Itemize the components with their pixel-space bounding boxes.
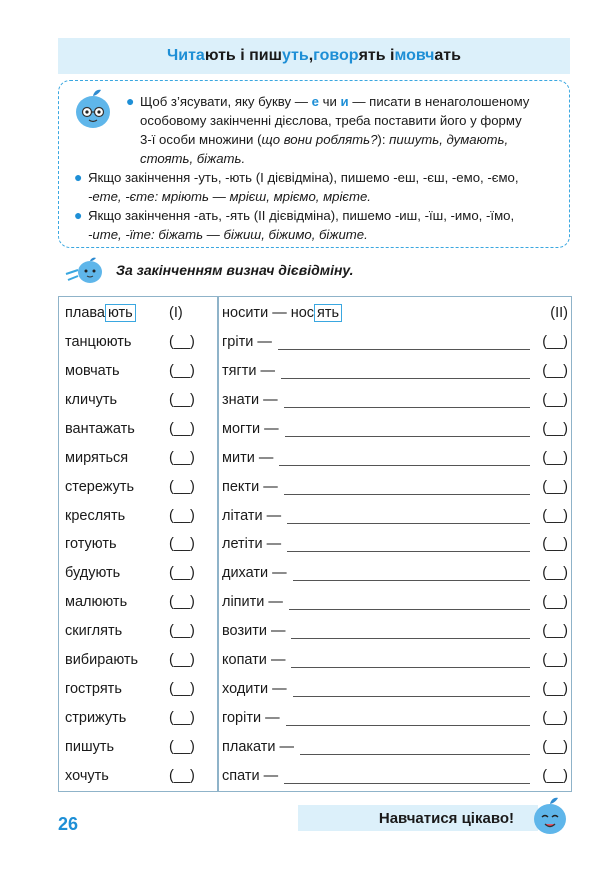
title-part: , (308, 47, 314, 64)
left-row (65, 588, 215, 617)
right-row (222, 733, 568, 762)
verb-word: копати — (222, 652, 286, 669)
verb-word: кличуть (65, 391, 118, 408)
verb-word: вантажать (65, 420, 135, 437)
answer-line[interactable] (285, 421, 530, 437)
title-part: говор (313, 47, 359, 64)
verb-word: будують (65, 565, 121, 582)
right-row (222, 588, 568, 617)
rule-3 (74, 206, 564, 244)
verb-word: мовчать (65, 363, 120, 380)
verb-word: летіти — (222, 536, 282, 553)
rule-text: Якщо закінчення -уть, -ють (І дієвідміна), пишемо -еш, -єш, -емо, -ємо, (88, 170, 519, 185)
right-row (222, 328, 568, 357)
answer-line[interactable] (279, 450, 530, 466)
left-row (65, 299, 215, 328)
rule-text: Щоб з’ясувати, яку букву — (140, 94, 312, 109)
apple-mascot-icon (70, 86, 116, 132)
verb-word: ліпити — (222, 594, 283, 611)
conjugation-blank[interactable]: (__) (542, 391, 568, 408)
conjugation-blank[interactable]: (__) (542, 767, 568, 784)
right-row (222, 357, 568, 386)
conjugation-blank[interactable]: (І) (169, 305, 183, 322)
conjugation-blank[interactable]: (__) (169, 507, 195, 524)
verb-word: стрижуть (65, 709, 127, 726)
conjugation-blank[interactable]: (__) (542, 478, 568, 495)
rule-text: стоять, біжать. (140, 151, 246, 166)
task-instruction: За закінченням визнач дієвідміну. (116, 262, 354, 278)
left-row (65, 357, 215, 386)
right-row (222, 559, 568, 588)
left-row (65, 501, 215, 530)
conjugation-blank[interactable]: (__) (542, 680, 568, 697)
conjugation-blank[interactable]: (__) (169, 680, 195, 697)
right-row (222, 617, 568, 646)
left-row (65, 675, 215, 704)
verb-word: малюють (65, 594, 128, 611)
conjugation-blank[interactable]: (__) (169, 565, 195, 582)
conjugation-blank[interactable]: (__) (169, 738, 195, 755)
exercise-table (58, 296, 572, 792)
conjugation-blank[interactable]: (__) (542, 709, 568, 726)
conjugation-blank[interactable]: (__) (169, 623, 195, 640)
answer-line[interactable] (287, 536, 530, 552)
verb-word: пишуть (65, 738, 115, 755)
verb-word: вибирають (65, 652, 139, 669)
left-row (65, 704, 215, 733)
column-divider (217, 297, 219, 791)
conjugation-blank[interactable]: (__) (542, 363, 568, 380)
conjugation-blank[interactable]: (__) (542, 623, 568, 640)
right-row (222, 704, 568, 733)
rule-text: пишуть, думають, (389, 132, 509, 147)
conjugation-blank[interactable]: (__) (542, 420, 568, 437)
verb-word: ходити — (222, 680, 287, 697)
right-row (222, 530, 568, 559)
conjugation-blank[interactable]: (__) (169, 363, 195, 380)
right-row (222, 646, 568, 675)
rule-text: -ите, -їте: біжать — біжиш, біжимо, біжите. (88, 227, 368, 242)
conjugation-blank[interactable]: (ІІ) (550, 305, 568, 322)
right-row (222, 386, 568, 415)
right-row (222, 299, 568, 328)
rule-text: чи (318, 94, 341, 109)
left-row (65, 530, 215, 559)
verb-word: скиглять (65, 623, 123, 640)
title-part: уть (281, 47, 309, 64)
rule-letter: и (340, 94, 349, 109)
right-row (222, 761, 568, 790)
left-row (65, 761, 215, 790)
conjugation-blank[interactable]: (__) (169, 334, 195, 351)
rule-text: що вони роблять? (261, 132, 378, 147)
conjugation-blank[interactable]: (__) (169, 709, 195, 726)
verb-word: горіти — (222, 709, 280, 726)
verb-word: літати — (222, 507, 282, 524)
title-part: ать (434, 47, 461, 64)
title-part: ять і (358, 47, 395, 64)
footer-banner (298, 805, 538, 831)
conjugation-blank[interactable]: (__) (542, 449, 568, 466)
conjugation-blank[interactable]: (__) (169, 420, 195, 437)
conjugation-blank[interactable]: (__) (542, 594, 568, 611)
rule-2 (74, 168, 564, 206)
left-row (65, 559, 215, 588)
verb-stem: носити — нос (222, 305, 315, 322)
apple-pencil-icon (62, 256, 112, 286)
answer-line[interactable] (284, 479, 530, 495)
verb-word: плакати — (222, 738, 295, 755)
left-row (65, 646, 215, 675)
answer-line[interactable] (293, 565, 530, 581)
right-row (222, 472, 568, 501)
answer-line[interactable] (278, 334, 530, 350)
verb-word (65, 305, 136, 321)
right-row (222, 675, 568, 704)
rule-text: — писати в ненаголошеному (348, 94, 530, 109)
verb-word: гріти — (222, 334, 272, 351)
footer-slogan: Навчатися цікаво! (378, 809, 514, 827)
answer-line[interactable] (284, 392, 530, 408)
verb-word: тягти — (222, 363, 276, 380)
right-row (222, 501, 568, 530)
left-row (65, 415, 215, 444)
verb-word: спати — (222, 767, 279, 784)
rule-letter: е (311, 94, 319, 109)
verb-stem: плава (65, 305, 105, 322)
answer-line[interactable] (291, 652, 530, 668)
conjugation-blank[interactable]: (__) (542, 536, 568, 553)
title-part: Чита (167, 47, 205, 64)
conjugation-blank[interactable]: (__) (169, 391, 195, 408)
answer-line[interactable] (291, 623, 530, 639)
verb-word: хочуть (65, 767, 109, 784)
answer-line[interactable] (281, 363, 530, 379)
conjugation-blank[interactable]: (__) (169, 449, 195, 466)
verb-word (222, 305, 342, 321)
verb-word: возити — (222, 623, 286, 640)
conjugation-blank[interactable]: (__) (169, 594, 195, 611)
answer-line[interactable] (293, 681, 530, 697)
left-row (65, 386, 215, 415)
verb-word: дихати — (222, 565, 287, 582)
left-row (65, 444, 215, 473)
left-row (65, 733, 215, 762)
conjugation-blank[interactable]: (__) (169, 478, 195, 495)
rule-text: особовому закінченні дієслова, треба поставити його у форму (140, 113, 522, 128)
verb-word: миряться (65, 449, 129, 466)
verb-ending: ють (105, 304, 136, 322)
verb-word: танцюють (65, 334, 132, 351)
verb-word: креслять (65, 507, 126, 524)
answer-line[interactable] (300, 739, 530, 755)
verb-word: пекти — (222, 478, 278, 495)
answer-line[interactable] (286, 710, 530, 726)
conjugation-blank[interactable]: (__) (542, 652, 568, 669)
conjugation-blank[interactable]: (__) (542, 738, 568, 755)
verb-word: готують (65, 536, 117, 553)
apple-mascot-icon (528, 794, 572, 838)
title-part: ють і пиш (204, 47, 282, 64)
rule-text: 3-ї особи множини ( (140, 132, 262, 147)
bullet-icon: ● (126, 93, 135, 109)
lesson-title (58, 38, 570, 74)
verb-ending: ять (314, 304, 342, 322)
verb-word: знати — (222, 391, 278, 408)
page-number: 26 (58, 814, 79, 834)
conjugation-blank[interactable]: (__) (169, 652, 195, 669)
answer-line[interactable] (287, 508, 530, 524)
answer-line[interactable] (289, 594, 530, 610)
answer-line[interactable] (284, 768, 530, 784)
title-part: мовч (394, 47, 435, 64)
left-row (65, 472, 215, 501)
right-row (222, 415, 568, 444)
conjugation-blank[interactable]: (__) (169, 536, 195, 553)
right-row (222, 444, 568, 473)
rule-1 (126, 92, 560, 168)
bullet-icon: ● (74, 169, 83, 185)
verb-word: стережуть (65, 478, 135, 495)
verb-word: могти — (222, 420, 279, 437)
verb-word: гострять (65, 680, 122, 697)
rule-text: ): (377, 132, 390, 147)
rule-text: -ете, -єте: мріють — мрієш, мріємо, мрієте. (88, 189, 371, 204)
left-row (65, 617, 215, 646)
conjugation-blank[interactable]: (__) (169, 767, 195, 784)
bullet-icon: ● (74, 207, 83, 223)
conjugation-blank[interactable]: (__) (542, 507, 568, 524)
conjugation-blank[interactable]: (__) (542, 565, 568, 582)
rule-text: Якщо закінчення -ать, -ять (ІІ дієвідміна), пишемо -иш, -їш, -имо, -їмо, (88, 208, 515, 223)
conjugation-blank[interactable]: (__) (542, 334, 568, 351)
left-row (65, 328, 215, 357)
verb-word: мити — (222, 449, 274, 466)
